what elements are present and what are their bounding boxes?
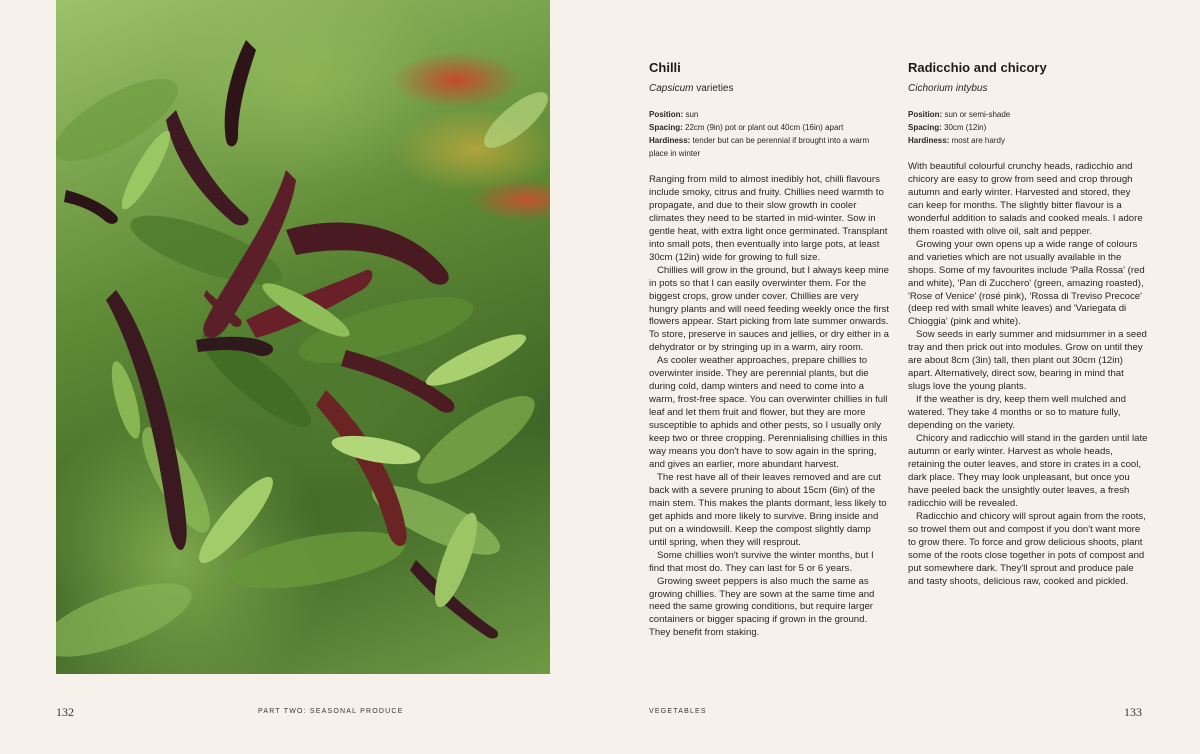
- chilli-latin-suffix: varieties: [693, 83, 734, 94]
- fact-key: Position:: [649, 110, 684, 119]
- radicchio-fact-spacing: [908, 121, 1148, 134]
- chilli-paragraph: Some chillies won't survive the winter months, but I find that most do. They can last for 5 or 6 years.: [649, 549, 874, 574]
- radicchio-paragraph: Radicchio and chicory will sprout again from the roots, so trowel them out and compost if you don't want more to grow there. To force and grow delicious shoots, plant some of the roots close together in pots of compost and put somewhere dark. They'll sprout and produce pale and tasty shoots, delicious raw, cooked and pickled.: [908, 510, 1146, 587]
- chilli-fact-position: [649, 108, 889, 121]
- radicchio-paragraph: Sow seeds in early summer and midsummer in a seed tray and then prick out into modules. Grow on until they are about 8cm (3in) tall, then plant out 30cm (12in) apart. Alternatively, direct sow, bearing in mind that slugs love the young plants.: [908, 329, 1147, 393]
- fact-key: Hardiness:: [649, 136, 691, 145]
- radicchio-heading: Radicchio and chicory: [908, 60, 1047, 75]
- fact-value: 22cm (9in) pot or plant out 40cm (16in) apart: [682, 123, 844, 132]
- radicchio-paragraph: If the weather is dry, keep them well mulched and watered. They take 4 months or so to mature fully, depending on the variety.: [908, 394, 1126, 432]
- fact-value: sun: [683, 110, 699, 119]
- radicchio-fact-position: [908, 108, 1148, 121]
- chilli-fact-spacing: [649, 121, 889, 134]
- chilli-facts: [649, 108, 889, 160]
- chilli-plant-photo: [56, 0, 550, 674]
- chilli-paragraph: The rest have all of their leaves removed and are cut back with a severe pruning to about 15cm (6in) of the main stem. This makes the plants dormant, less likely to get aphids and more likely to survive. Bring inside and put on a windowsill. Keep the compost slightly damp until spring, when they will resprout.: [649, 471, 887, 548]
- chilli-paragraph: Growing sweet peppers is also much the same as growing chillies. They are sown at the same time and need the same growing conditions, but require larger containers or bigger spacing if grown in the ground. They benefit from staking.: [649, 575, 875, 639]
- fact-key: Spacing:: [649, 123, 683, 132]
- left-running-head: PART TWO: SEASONAL PRODUCE: [258, 708, 404, 715]
- right-page-number: 133: [1124, 705, 1142, 719]
- fact-value: 30cm (12in): [941, 123, 987, 132]
- radicchio-body: [908, 161, 1148, 588]
- chilli-paragraph: Ranging from mild to almost inedibly hot, chilli flavours include smoky, citrus and fruity. Chillies need warmth to propagate, and due to their slow growth in cooler climates they need to be started in mid-winter. Sow in gentle heat, with extra light once germinated. Transplant into small pots, then eventually into large pots, at least 30cm (12in) wide for growing to full size.: [649, 174, 888, 263]
- chilli-latin-name: [649, 83, 889, 94]
- fact-key: Spacing:: [908, 123, 942, 132]
- chilli-paragraph: As cooler weather approaches, prepare chillies to overwinter inside. They are perennial plants, but die during cold, damp winters and need to come into a warm, frost-free space. You can overwinter chillies in full leaf and let them fruit and flower, but they are more susceptible to aphids and other pests, so I usually only keep two or three cropping. Perennialising chillies in this way means you don't have to sow again in the spring, and gives an earlier, more abundant harvest.: [649, 355, 888, 470]
- right-running-head: VEGETABLES: [649, 708, 707, 715]
- fact-value: most are hardy: [949, 136, 1005, 145]
- chilli-fact-hardiness: [649, 134, 889, 160]
- radicchio-fact-hardiness: [908, 134, 1148, 147]
- chilli-latin-genus: Capsicum: [649, 83, 694, 94]
- radicchio-entry: [908, 60, 1148, 588]
- chilli-illustration: [56, 0, 550, 674]
- chilli-entry: [649, 60, 889, 640]
- radicchio-facts: [908, 108, 1148, 147]
- radicchio-paragraph: Chicory and radicchio will stand in the garden until late autumn or early winter. Harvest as whole heads, retaining the outer leaves, and store in crates in a cool, dark place. They may look unpleasant, but once you have peeled back the unsightly outer leaves, a fresh radicchio will be revealed.: [908, 433, 1148, 509]
- radicchio-paragraph: Growing your own opens up a wide range of colours and varieties which are not usually available in the shops. Some of my favourites include 'Palla Rossa' (red and white), 'Pan di Zucchero' (green, amazing roasted), 'Rose of Venice' (rosé pink), 'Rossa di Treviso Precoce' (deep red with small white leaves) and 'Variegata di Chioggia' (pink and white).: [908, 238, 1145, 328]
- chilli-heading: Chilli: [649, 60, 681, 75]
- radicchio-latin-name: Cichorium intybus: [908, 83, 988, 94]
- fact-key: Position:: [908, 110, 943, 119]
- fact-value: tender but can be perennial if brought into a warm place in winter: [649, 136, 870, 158]
- fact-key: Hardiness:: [908, 136, 950, 145]
- left-page-number: 132: [56, 705, 74, 719]
- radicchio-paragraph: With beautiful colourful crunchy heads, radicchio and chicory are easy to grow from seed and crop through autumn and early winter. Harvested and stored, they can keep for months. The slightly bitter flavour is a wonderful addition to salads and cooked meals. I adore them roasted with olive oil, salt and pepper.: [908, 161, 1143, 237]
- fact-value: sun or semi-shade: [942, 110, 1011, 119]
- chilli-paragraph: Chillies will grow in the ground, but I always keep mine in pots so that I can easily overwinter them. For the biggest crops, grow under cover. Chillies are very hungry plants and will need feeding weekly once the first flowers appear. Start picking from late summer onwards. To store, preserve in sauces and jellies, or dry either in a dehydrator or by stringing up in a warm, airy room.: [649, 264, 889, 354]
- chilli-body: [649, 174, 889, 640]
